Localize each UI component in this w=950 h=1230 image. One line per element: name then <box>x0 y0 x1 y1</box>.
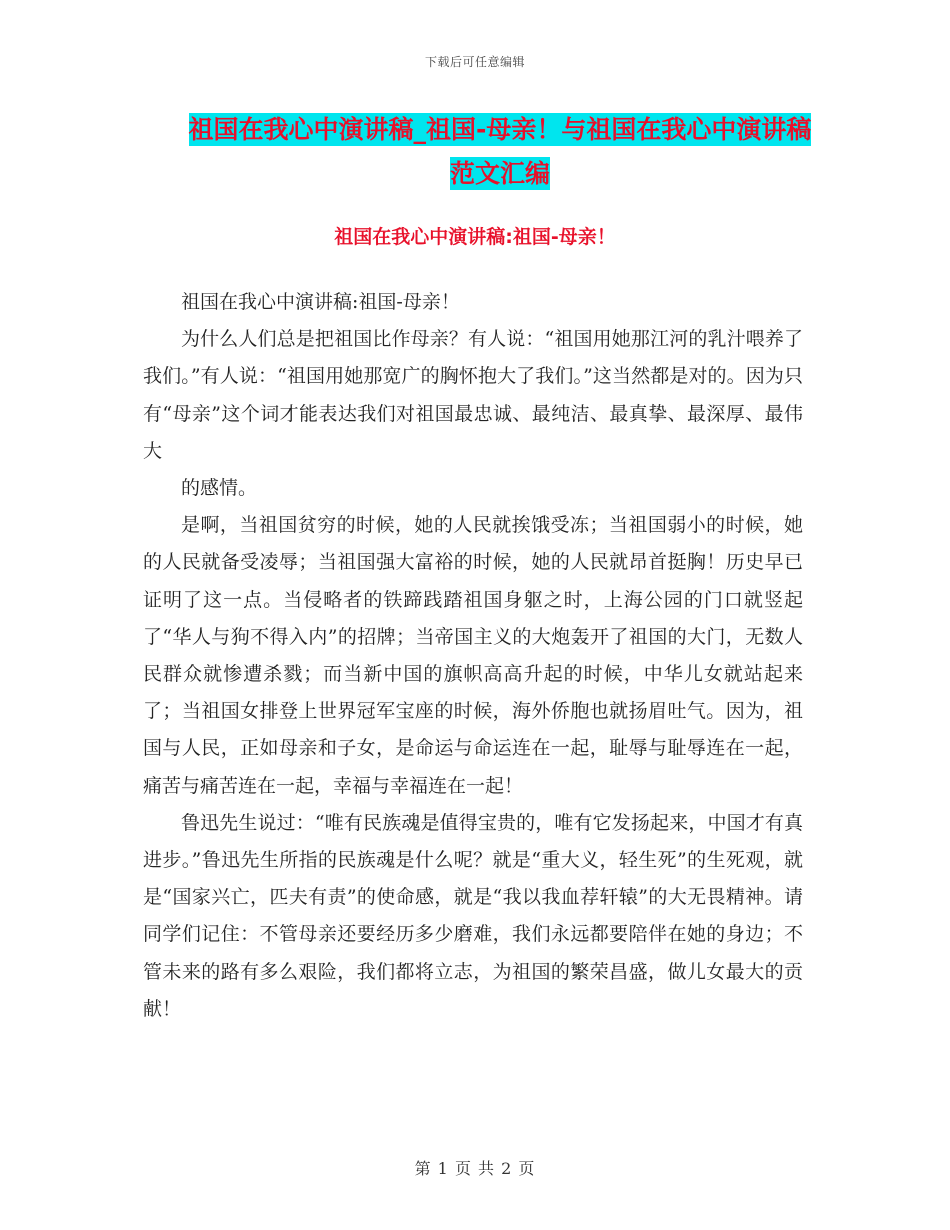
document-title-text: 祖国在我心中演讲稿_祖国-母亲！与祖国在我心中演讲稿范文汇编 <box>188 115 812 188</box>
document-body <box>143 284 803 1028</box>
page-number-footer: 第 1 页 共 2 页 <box>414 1159 536 1178</box>
paragraph-4: 是啊，当祖国贫穷的时候，她的人民就挨饿受冻；当祖国弱小的时候，她的人民就备受凌辱；当祖国强大富裕的时候，她的人民就昂首挺胸！历史早已证明了这一点。当侵略者的铁蹄践踏祖国身躯之时，上海公园的门口就竖起了“华人与狗不得入内”的招牌；当帝国主义的大炮轰开了祖国的大门，无数人民群众就惨遭杀戮；而当新中国的旗帜高高升起的时候，中华儿女就站起来了；当祖国女排登上世界冠军宝座的时候，海外侨胞也就扬眉吐气。因为，祖国与人民，正如母亲和子女，是命运与命运连在一起，耻辱与耻辱连在一起，痛苦与痛苦连在一起，幸福与幸福连在一起！ <box>143 514 803 797</box>
paragraph-5: 鲁迅先生说过：“唯有民族魂是值得宝贵的，唯有它发扬起来，中国才有真进步。”鲁迅先生所指的民族魂是什么呢？就是“重大义，轻生死”的生死观，就是“国家兴亡，匹夫有责”的使命感，就是“我以我血荐轩辕”的大无畏精神。请同学们记住：不管母亲还要经历多少磨难，我们永远都要陪伴在她的身边；不管未来的路有多么艰险，我们都将立志，为祖国的繁荣昌盛，做儿女最大的贡献！ <box>143 811 803 1020</box>
document-title <box>180 108 820 196</box>
paragraph-1: 祖国在我心中演讲稿:祖国-母亲！ <box>181 291 460 313</box>
section-title: 祖国在我心中演讲稿:祖国-母亲！ <box>334 226 616 248</box>
header-note: 下载后可任意编辑 <box>424 55 525 69</box>
paragraph-2: 为什么人们总是把祖国比作母亲？有人说：“祖国用她那江河的乳汁喂养了我们。”有人说：“祖国用她那宽广的胸怀抱大了我们。”这当然都是对的。因为只有“母亲”这个词才能表达我们对祖国最忠诚、最纯洁、最真挚、最深厚、最伟大 <box>143 328 803 462</box>
paragraph-3: 的感情。 <box>181 477 258 500</box>
